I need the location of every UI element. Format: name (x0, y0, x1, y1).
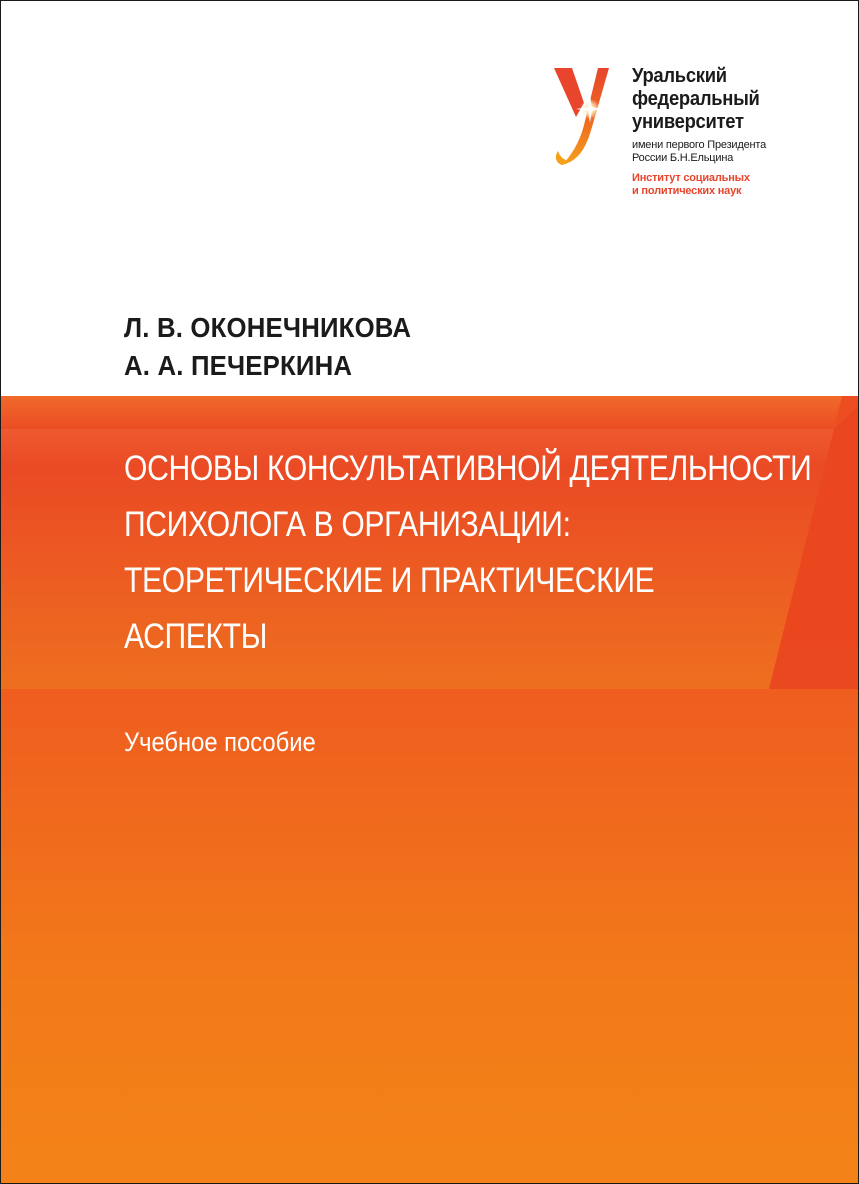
book-type: Учебное пособие (124, 727, 316, 757)
book-title (124, 441, 824, 665)
university-name-line: федеральный (632, 88, 760, 110)
university-subtitle-line: имени первого Президента (632, 139, 767, 151)
university-name (632, 65, 798, 134)
university-text (632, 65, 812, 198)
university-logo (554, 65, 814, 205)
author-name: Л. В. ОКОНЕЧНИКОВА (124, 312, 412, 343)
title-line: ОСНОВЫ КОНСУЛЬТАТИВНОЙ ДЕЯТЕЛЬНОСТИ (124, 449, 812, 488)
university-name-line: Уральский (632, 65, 727, 87)
title-line: АСПЕКТЫ (124, 617, 268, 656)
university-name-line: университет (632, 111, 744, 133)
author-name: А. А. ПЕЧЕРКИНА (124, 350, 353, 381)
university-subtitle-line: России Б.Н.Ельцина (632, 152, 734, 164)
title-line: ТЕОРЕТИЧЕСКИЕ И ПРАКТИЧЕСКИЕ (124, 561, 655, 600)
urfu-logo-icon (554, 65, 610, 167)
institute-name (632, 172, 812, 198)
institute-name-line: Институт социальных (632, 172, 750, 184)
institute-name-line: и политических наук (632, 185, 742, 197)
title-line: ПСИХОЛОГА В ОРГАНИЗАЦИИ: (124, 505, 571, 544)
university-subtitle (632, 139, 812, 165)
authors (124, 309, 436, 385)
